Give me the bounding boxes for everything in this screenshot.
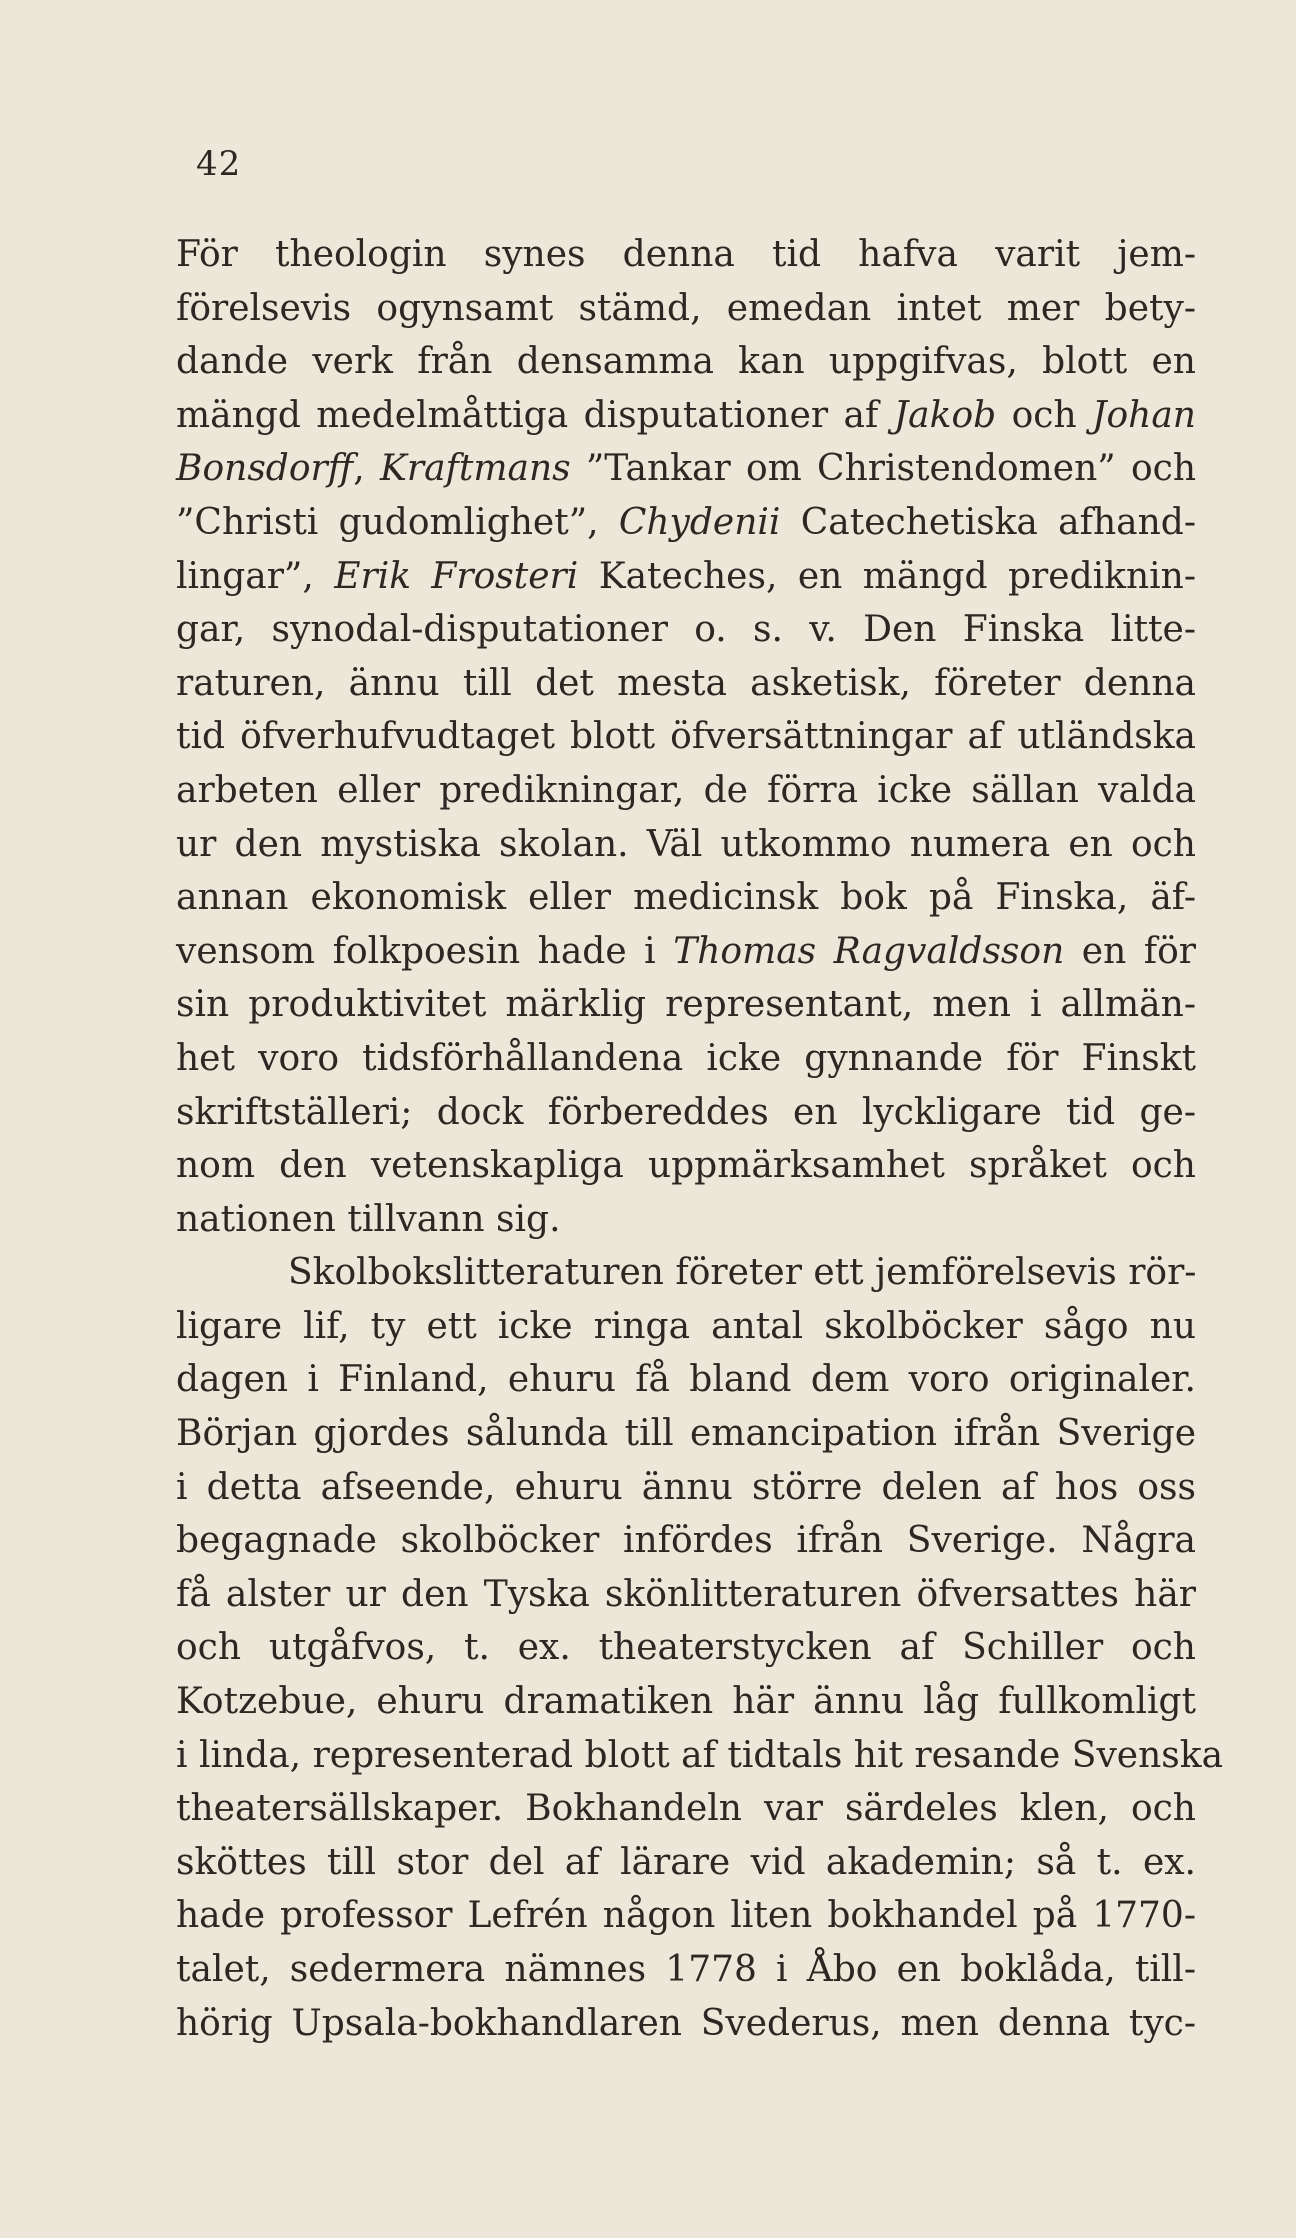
text-line xyxy=(176,1943,1196,1997)
text-run: arbeten eller predikningar, de förra icke sällan valda xyxy=(176,769,1196,811)
text-run: och utgåfvos, t. ex. theaterstycken af Schiller och xyxy=(176,1627,1196,1669)
text-run: raturen, ännu till det mesta asketisk, företer denna xyxy=(176,662,1196,704)
text-run: talet, sedermera nämnes 1778 i Åbo en boklåda, till- xyxy=(176,1949,1196,1990)
text-run: sin produktivitet märklig representant, men i allmän- xyxy=(176,984,1196,1026)
text-line xyxy=(176,1086,1196,1140)
text-line xyxy=(176,496,1196,550)
text-line xyxy=(176,389,1196,443)
text-line xyxy=(176,1568,1196,1622)
text-run: Catechetiska afhand- xyxy=(780,501,1196,543)
text-line xyxy=(176,1407,1196,1461)
text-line xyxy=(176,657,1196,711)
italic-name: Jakob xyxy=(893,394,997,436)
text-run: lingar”, xyxy=(176,555,335,597)
text-run: en för xyxy=(1064,930,1197,972)
text-run: hörig Upsala-bokhandlaren Svederus, men denna tyc- xyxy=(176,2002,1196,2044)
italic-name: Kraftmans xyxy=(379,448,571,490)
text-line xyxy=(176,550,1196,604)
text-line xyxy=(176,1997,1196,2051)
text-run: få alster ur den Tyska skönlitteraturen öfversattes här xyxy=(176,1573,1196,1615)
text-line xyxy=(176,710,1196,764)
paragraph xyxy=(176,228,1196,1246)
text-line xyxy=(176,282,1196,336)
text-run: ”Christi gudomlighet”, xyxy=(176,501,619,543)
text-run: skriftställeri; dock förbereddes en lyckligare tid ge- xyxy=(176,1091,1196,1133)
text-run: nationen tillvann sig. xyxy=(176,1198,561,1240)
text-line xyxy=(176,1139,1196,1193)
text-line xyxy=(176,1782,1196,1836)
text-run: i detta afseende, ehuru ännu större delen af hos oss xyxy=(176,1466,1196,1508)
text-run: Kotzebue, ehuru dramatiken här ännu låg fullkomligt xyxy=(176,1681,1196,1723)
text-line xyxy=(176,1193,1196,1247)
text-line xyxy=(176,1461,1196,1515)
italic-name: Chydenii xyxy=(618,501,781,543)
text-line xyxy=(176,335,1196,389)
text-line xyxy=(176,228,1196,282)
text-line xyxy=(176,1353,1196,1407)
text-run: dagen i Finland, ehuru få bland dem voro originaler. xyxy=(176,1359,1196,1401)
text-run: annan ekonomisk eller medicinsk bok på Finska, äf- xyxy=(176,877,1196,919)
body-text xyxy=(176,228,1224,2050)
text-line xyxy=(176,1729,1224,1783)
text-run: förelsevis ogynsamt stämd, emedan intet mer bety- xyxy=(176,287,1196,329)
italic-name: Erik Frosteri xyxy=(334,555,579,597)
text-run: och xyxy=(996,394,1093,436)
text-run: theatersällskaper. Bokhandeln var särdeles klen, och xyxy=(176,1788,1196,1830)
text-line xyxy=(176,1300,1196,1354)
text-line xyxy=(176,764,1196,818)
text-line xyxy=(176,603,1196,657)
text-line xyxy=(176,1836,1196,1890)
italic-name: Johan xyxy=(1092,394,1196,436)
text-line xyxy=(176,1675,1196,1729)
text-run: ligare lif, ty ett icke ringa antal skolböcker sågo nu xyxy=(176,1305,1196,1347)
text-line xyxy=(176,925,1196,979)
text-run: ur den mystiska skolan. Väl utkommo numera en och xyxy=(176,823,1196,865)
text-run: dande verk från densamma kan uppgifvas, blott en xyxy=(176,341,1196,383)
text-run: gar, synodal-disputationer o. s. v. Den Finska litte- xyxy=(176,609,1196,651)
italic-name: Bonsdorff xyxy=(176,448,354,490)
text-run: i linda, representerad blott af tidtals hit resande Svenska xyxy=(176,1734,1224,1776)
text-run: begagnade skolböcker infördes ifrån Sverige. Några xyxy=(176,1520,1196,1562)
text-line xyxy=(176,1514,1196,1568)
paragraph xyxy=(176,1246,1224,2050)
text-run: ”Tankar om Christendomen” och xyxy=(570,448,1197,490)
italic-name: Thomas Ragvaldsson xyxy=(673,930,1065,972)
text-line xyxy=(176,818,1196,872)
text-run: tid öfverhufvudtaget blott öfversättningar af utländska xyxy=(176,716,1196,758)
text-line xyxy=(176,1032,1196,1086)
text-run: mängd medelmåttiga disputationer af xyxy=(176,394,894,436)
text-run: För theologin synes denna tid hafva varit jem- xyxy=(176,234,1196,275)
text-run: nom den vetenskapliga uppmärksamhet språket och xyxy=(176,1145,1196,1187)
text-line xyxy=(176,1889,1196,1943)
text-run: , xyxy=(353,448,380,490)
text-line xyxy=(176,871,1196,925)
text-run: vensom folkpoesin hade i xyxy=(176,930,674,972)
text-run: sköttes till stor del af lärare vid akademin; så t. ex. xyxy=(176,1841,1196,1883)
text-run: het voro tidsförhållandena icke gynnande för Finskt xyxy=(176,1037,1196,1079)
text-line xyxy=(176,1621,1196,1675)
text-run: Början gjordes sålunda till emancipation ifrån Sverige xyxy=(176,1413,1196,1455)
page-number: 42 xyxy=(196,144,242,184)
text-run: Skolbokslitteraturen företer ett jemförelsevis rör- xyxy=(288,1252,1197,1294)
text-run: hade professor Lefrén någon liten bokhandel på 1770- xyxy=(176,1895,1196,1937)
text-line xyxy=(176,978,1196,1032)
text-run: Kateches, en mängd prediknin- xyxy=(578,555,1196,597)
text-line xyxy=(176,1246,1196,1300)
text-line xyxy=(176,442,1196,496)
